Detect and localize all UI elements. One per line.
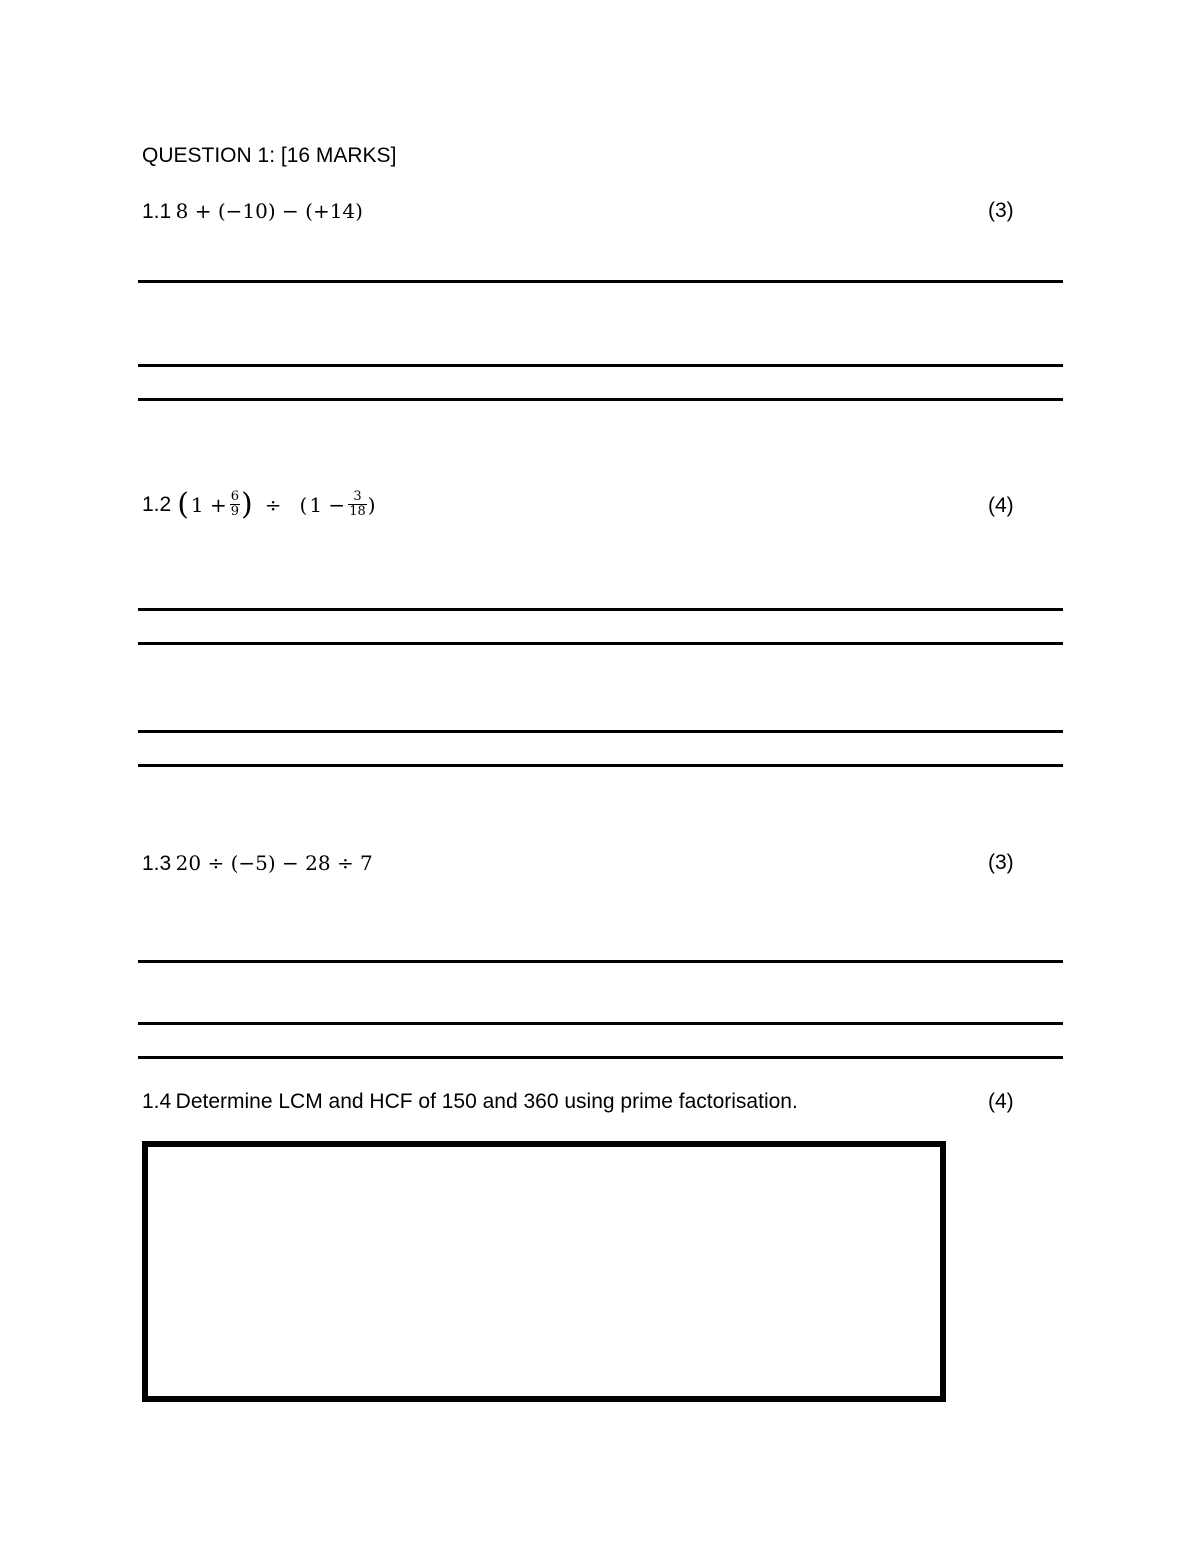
answer-line[interactable]: [138, 280, 1063, 283]
open-paren: (: [299, 492, 308, 517]
answer-line[interactable]: [138, 1022, 1063, 1025]
answer-line[interactable]: [138, 960, 1063, 963]
question-number: 1.1: [142, 200, 172, 223]
question-1-3: [142, 851, 373, 876]
answer-line[interactable]: [138, 364, 1063, 367]
expr-term: 1 −: [309, 492, 346, 517]
close-paren: ): [367, 492, 376, 517]
question-marks: (3): [988, 199, 1014, 222]
answer-line[interactable]: [138, 608, 1063, 611]
fraction-numerator: 3: [348, 490, 367, 505]
fraction-numerator: 6: [230, 489, 240, 504]
answer-line[interactable]: [138, 398, 1063, 401]
question-marks: (4): [988, 1090, 1014, 1113]
question-1-4: [142, 1090, 798, 1114]
question-1-2: [142, 486, 376, 522]
answer-line[interactable]: [138, 1056, 1063, 1059]
fraction: [230, 490, 240, 519]
question-marks: (3): [988, 851, 1014, 874]
divide-sign: ÷: [264, 492, 282, 517]
expr-term: 1 +: [190, 492, 227, 517]
open-paren: (: [177, 486, 189, 522]
question-title: QUESTION 1: [16 MARKS]: [142, 144, 397, 167]
close-paren: ): [241, 486, 253, 522]
fraction-denominator: 18: [349, 504, 366, 519]
question-marks: (4): [988, 494, 1014, 517]
answer-line[interactable]: [138, 730, 1063, 733]
question-text: Determine LCM and HCF of 150 and 360 using prime factorisation.: [175, 1090, 798, 1113]
answer-line[interactable]: [138, 642, 1063, 645]
question-number: 1.3: [142, 852, 172, 875]
question-1-1: [142, 199, 363, 224]
fraction: [348, 490, 367, 519]
question-expression: 20 ÷ (−5) − 28 ÷ 7: [175, 851, 373, 875]
answer-box[interactable]: [142, 1141, 946, 1402]
question-expression: [177, 486, 376, 522]
question-number: 1.2: [142, 492, 172, 516]
fraction-denominator: 9: [230, 504, 240, 519]
answer-line[interactable]: [138, 764, 1063, 767]
question-expression: 8 + (−10) − (+14): [175, 199, 363, 223]
question-number: 1.4: [142, 1090, 172, 1113]
